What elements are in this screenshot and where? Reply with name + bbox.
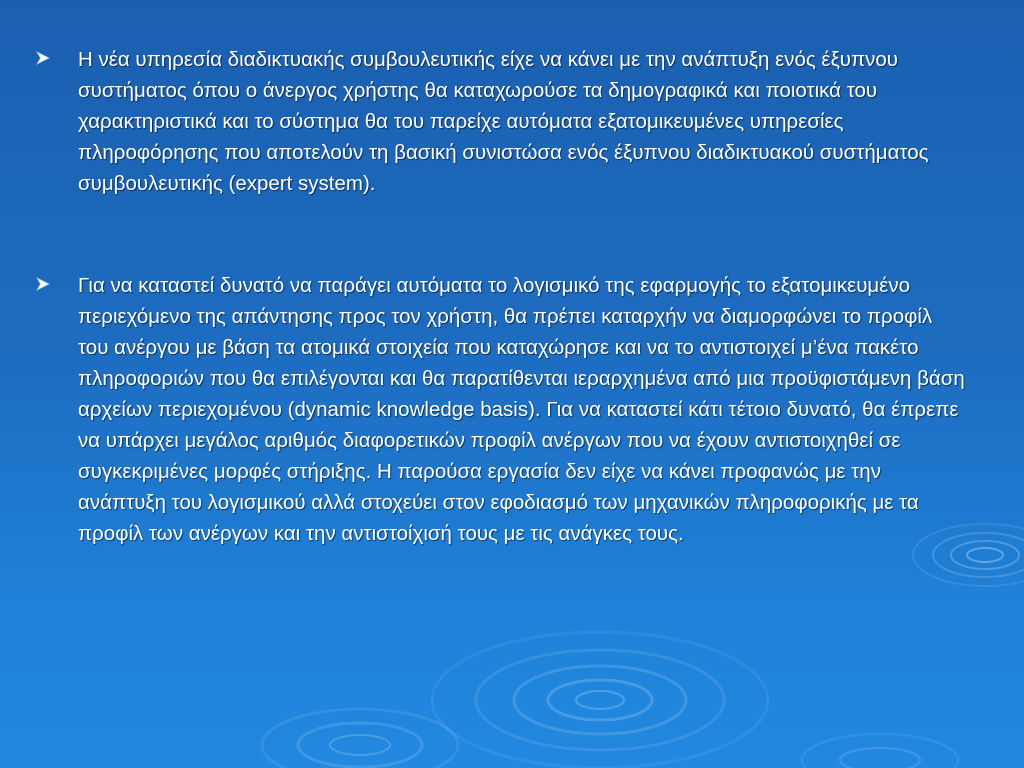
arrow-bullet-icon bbox=[36, 44, 78, 70]
bullet-text: Για να καταστεί δυνατό να παράγει αυτόματα το λογισμικό της εφαρμογής το εξατομικευμένο περιεχόμενο της απάντησης προς τον χρήστη, θα πρέπει καταρχήν να διαμορφώνει το προφίλ του ανέργου με βάση τα ατομικά στοιχεία που καταχώρησε και να το αντιστοιχεί μ’ένα πακέτο πληροφοριών που θα επιλέγονται και θα παρατίθενται ιεραρχημένα από μια προϋφιστάμενη βάση αρχείων περιεχομένου (dynamic knowledge basis). Για να καταστεί κάτι τέτοιο δυνατό, θα έπρεπε να υπάρχει μεγάλος αριθμός διαφορετικών προφίλ ανέργων που να έχουν αντιστοιχηθεί σε συγκεκριμένες μορφές στήριξης. Η παρούσα εργασία δεν είχε να κάνει προφανώς με την ανάπτυξη του λογισμικού αλλά στοχεύει στον εφοδιασμό των μηχανικών πληροφορικής με τα προφίλ των ανέργων και την αντιστοίχισή τους με τις ανάγκες τους. bbox=[78, 274, 965, 545]
bullet-item bbox=[36, 44, 976, 199]
bullet-item bbox=[36, 270, 976, 549]
slide-content bbox=[36, 44, 976, 549]
bullet-text: Η νέα υπηρεσία διαδικτυακής συμβουλευτικής είχε να κάνει με την ανάπτυξη ενός έξυπνου συστήματος όπου ο άνεργος χρήστης θα καταχωρούσε τα δημογραφικά και ποιοτικά του χαρακτηριστικά και το σύστημα θα του παρείχε αυτόματα εξατομικευμένες υπηρεσίες πληροφόρησης που αποτελούν τη βασική συνιστώσα ενός έξυπνου διαδικτυακού συστήματος συμβουλευτικής (expert system). bbox=[78, 48, 929, 195]
arrow-bullet-icon bbox=[36, 270, 78, 296]
